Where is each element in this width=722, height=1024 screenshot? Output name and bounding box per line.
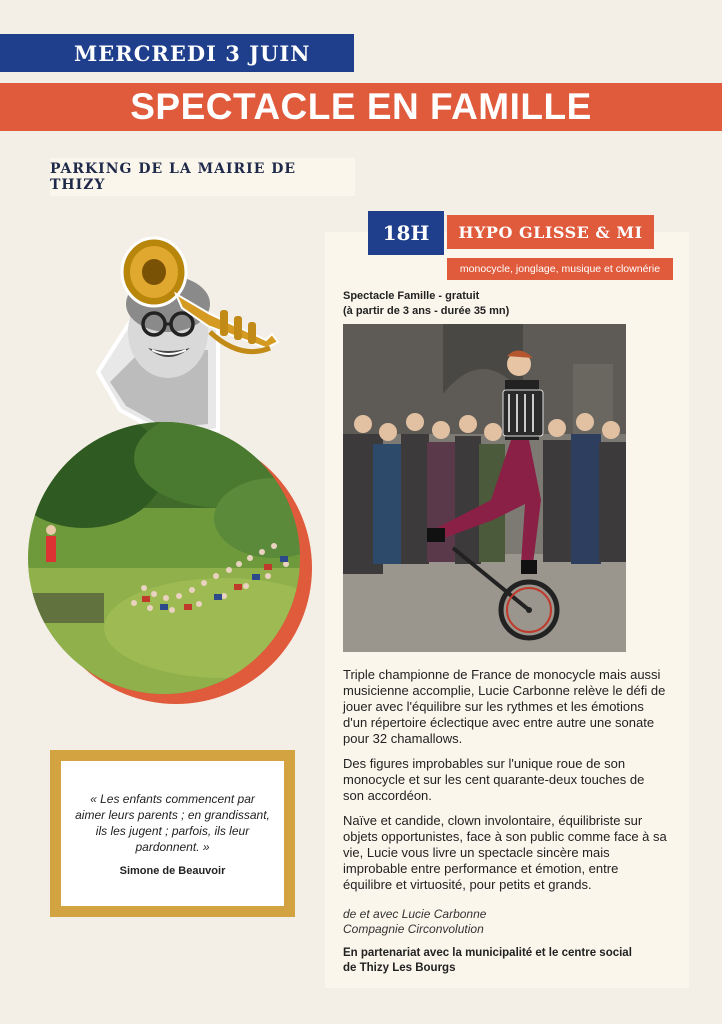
description-paragraph-3: Naïve et candide, clown involontaire, équilibriste sur objets opportunistes, face à son public comme face à sa vie, Lucie vous livre un spectacle sincère mais improbable entre performance et émotion, entre équilibre et virtuosité, pour petits et grands. — [343, 813, 667, 892]
quote-box — [50, 750, 295, 917]
show-subtitle: monocycle, jonglage, musique et clownérie — [459, 263, 661, 275]
event-date: MERCREDI 3 JUIN — [74, 40, 311, 66]
credits-line2: Compagnie Circonvolution — [343, 922, 484, 936]
date-banner — [0, 34, 354, 72]
grandmother-trumpet-illustration — [90, 232, 290, 442]
show-title-box — [447, 215, 654, 249]
partnership-line2: de Thizy Les Bourgs — [343, 962, 456, 974]
event-meta — [343, 289, 643, 319]
event-description — [343, 667, 667, 976]
performer-photo — [343, 324, 626, 652]
page-title: SPECTACLE EN FAMILLE — [130, 86, 592, 127]
quote-text: « Les enfants commencent par aimer leurs parents ; en grandissant, ils les jugent ; parfois, ils leur pardonnent. » — [75, 791, 270, 854]
show-title: HYPO GLISSE & MI — [458, 222, 643, 242]
partnership-note — [343, 946, 667, 976]
credits-line1: de et avec Lucie Carbonne — [343, 907, 487, 921]
partnership-line1: En partenariat avec la municipalité et le centre social — [343, 947, 632, 959]
event-meta-line1: Spectacle Famille - gratuit — [343, 290, 480, 302]
quote-author: Simone de Beauvoir — [119, 864, 226, 877]
event-time-box — [368, 211, 444, 255]
location-text: PARKING DE LA MAIRIE DE THIZY — [50, 161, 297, 193]
location-label — [50, 158, 355, 196]
credits — [343, 907, 667, 937]
event-meta-line2: (à partir de 3 ans - durée 35 mn) — [343, 305, 510, 317]
park-audience-photo — [24, 418, 324, 714]
description-paragraph-2: Des figures improbables sur l'unique roue de son monocycle et sur les cent quarante-deux touches de son accordéon. — [343, 756, 645, 803]
page-title-banner — [0, 83, 722, 131]
unicycle-accordion-illustration — [343, 324, 626, 652]
show-subtitle-box — [447, 258, 673, 280]
event-time: 18H — [382, 221, 430, 245]
description-paragraph-1: Triple championne de France de monocycle mais aussi musicienne accomplie, Lucie Carbonne relève le défi de jouer avec l'équilibre sur les rythmes et les émotions d'un répertoire éclectique avec entre autre une sonate pour 32 chamallows. — [343, 667, 666, 746]
